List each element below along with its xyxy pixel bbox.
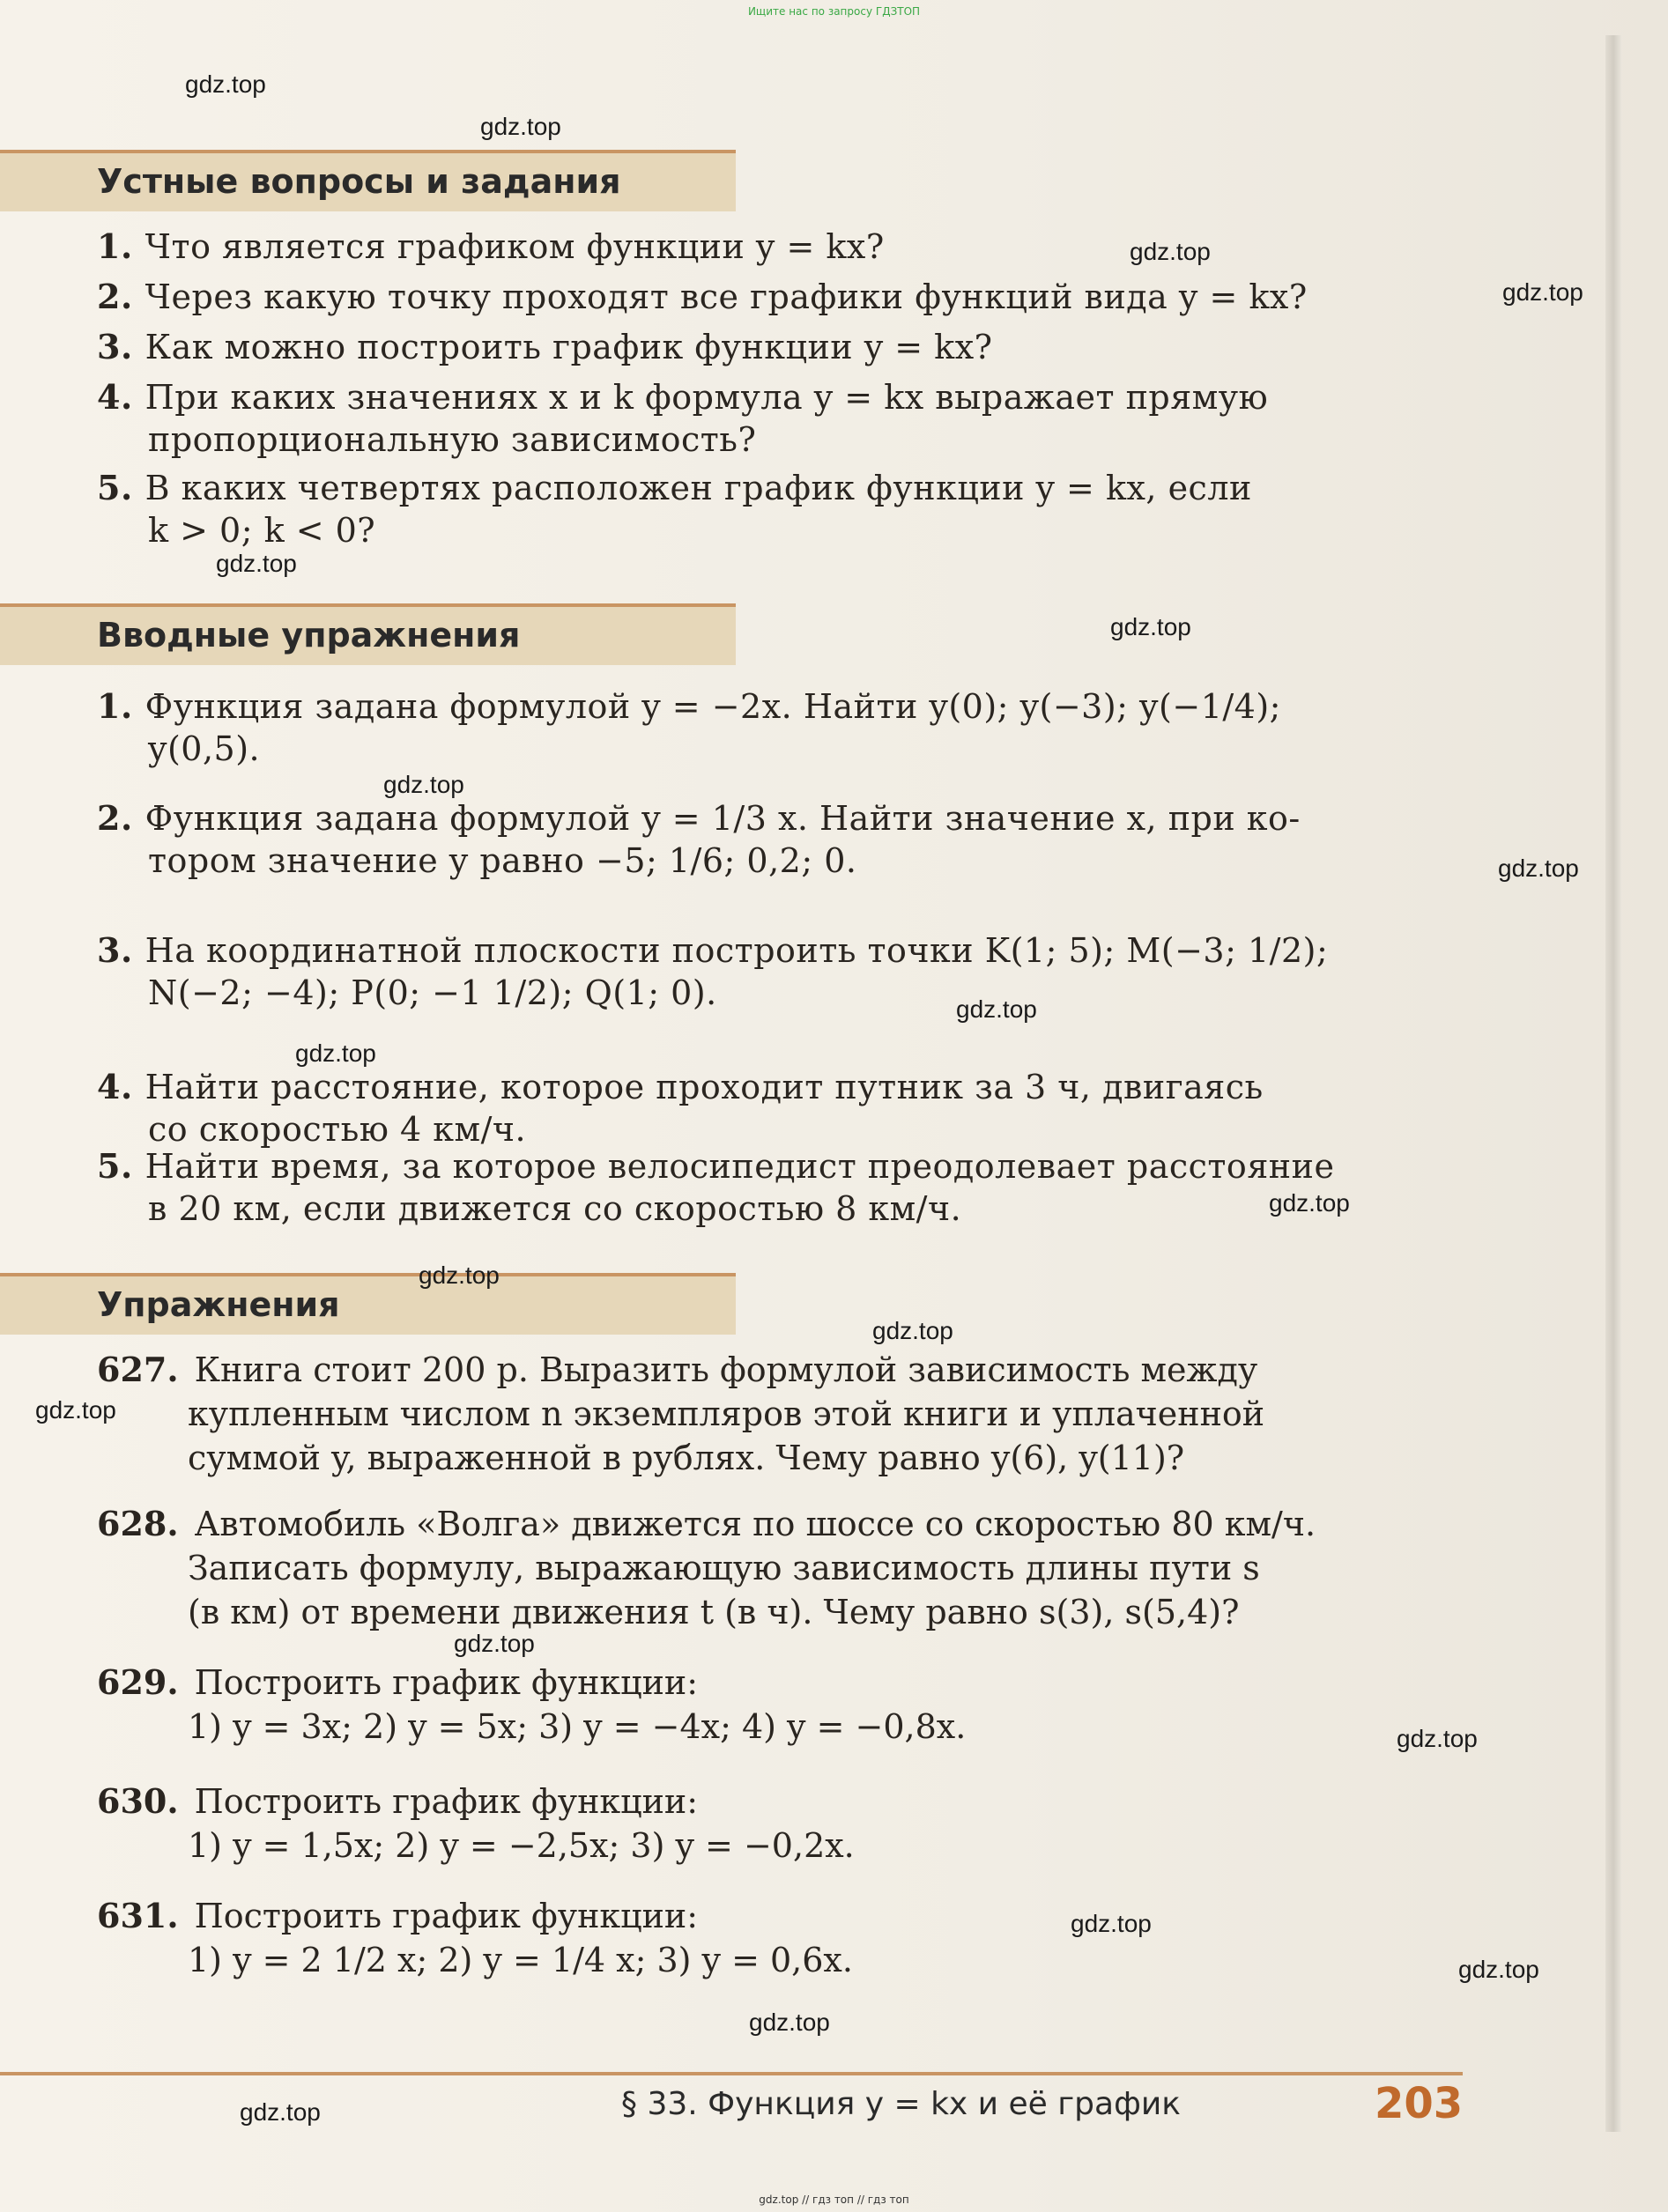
section-header-exercises — [0, 1273, 736, 1335]
oral-item-2: 2. Через какую точку проходят все графики функций вида y = kx? — [97, 277, 1308, 316]
watermark: gdz.top — [295, 1039, 376, 1067]
watermark: gdz.top — [956, 995, 1037, 1023]
watermark: gdz.top — [454, 1630, 535, 1657]
intro-item-5: 5. Найти время, за которое велосипедист преодолевает расстояние в 20 км, если движется со скоростью 8 км/ч. — [97, 1146, 1335, 1228]
exercise-627: 627. Книга стоит 200 р. Выразить формулой зависимость между купленным числом n экземпляров этой книги и уплаченной суммой y, выраженной в рублях. Чему равно y(6), y(11)? — [97, 1350, 1265, 1477]
watermark: gdz.top — [1269, 1189, 1350, 1217]
intro-item-2: 2. Функция задана формулой y = 1/3 x. Найти значение x, при ко- тором значение y равно −5; 1/6; 0,2; 0. — [97, 798, 1301, 880]
watermark: gdz.top — [872, 1317, 953, 1344]
watermark: gdz.top — [35, 1396, 116, 1424]
oral-item-4: 4. При каких значениях x и k формула y = kx выражает прямую пропорциональную зависимость? — [97, 377, 1269, 459]
watermark: gdz.top — [383, 771, 464, 798]
watermark: gdz.top — [480, 113, 561, 140]
exercise-631: 631. Построить график функции: 1) y = 2 1/2 x; 2) y = 1/4 x; 3) y = 0,6x. — [97, 1896, 853, 1979]
watermark: gdz.top — [1130, 238, 1211, 265]
oral-item-3: 3. Как можно построить график функции y = kx? — [97, 327, 993, 366]
intro-item-4: 4. Найти расстояние, которое проходит путник за 3 ч, двигаясь со скоростью 4 км/ч. — [97, 1067, 1264, 1149]
watermark: gdz.top — [1458, 1956, 1539, 1983]
page-spine-shadow — [1605, 35, 1621, 2132]
watermark: gdz.top — [185, 70, 266, 98]
exercise-628: 628. Автомобиль «Волга» движется по шоссе со скоростью 80 км/ч. Записать формулу, выражающую зависимость длины пути s (в км) от времени движения t (в ч). Чему равно s(3), s(5,4)? — [97, 1504, 1316, 1631]
section-header-intro — [0, 603, 736, 665]
watermark: gdz.top — [749, 2009, 830, 2036]
footer-title: § 33. Функция y = kx и её график — [621, 2086, 1181, 2122]
watermark: gdz.top — [1110, 613, 1191, 640]
footer-rule — [0, 2072, 1463, 2075]
bottom-note: gdz.top // гдз топ // гдз топ — [759, 2194, 909, 2206]
section-header-oral — [0, 150, 736, 211]
watermark: gdz.top — [1071, 1910, 1152, 1937]
watermark: gdz.top — [1397, 1725, 1478, 1752]
watermark: gdz.top — [1502, 278, 1583, 306]
intro-item-3: 3. На координатной плоскости построить точки K(1; 5); M(−3; 1/2); N(−2; −4); P(0; −1 1/2); Q(1; 0). — [97, 930, 1329, 1012]
watermark: gdz.top — [240, 2098, 321, 2126]
oral-item-5: 5. В каких четвертях расположен график функции y = kx, если k > 0; k < 0? — [97, 468, 1252, 550]
exercise-630: 630. Построить график функции: 1) y = 1,5x; 2) y = −2,5x; 3) y = −0,2x. — [97, 1781, 855, 1865]
section-title-intro: Вводные упражнения — [97, 616, 521, 655]
watermark: gdz.top — [1498, 854, 1579, 882]
section-title-oral: Устные вопросы и задания — [97, 162, 621, 201]
exercise-629: 629. Построить график функции: 1) y = 3x; 2) y = 5x; 3) y = −4x; 4) y = −0,8x. — [97, 1662, 967, 1746]
oral-item-1: 1. Что является графиком функции y = kx? — [97, 226, 885, 266]
intro-item-1: 1. Функция задана формулой y = −2x. Найти y(0); y(−3); y(−1/4); y(0,5). — [97, 686, 1281, 768]
page-number: 203 — [1375, 2079, 1464, 2128]
watermark: gdz.top — [216, 550, 297, 577]
watermark: gdz.top — [419, 1261, 500, 1289]
top-note: Ищите нас по запросу ГДЗТОП — [747, 5, 921, 18]
section-title-exercises: Упражнения — [97, 1285, 340, 1324]
